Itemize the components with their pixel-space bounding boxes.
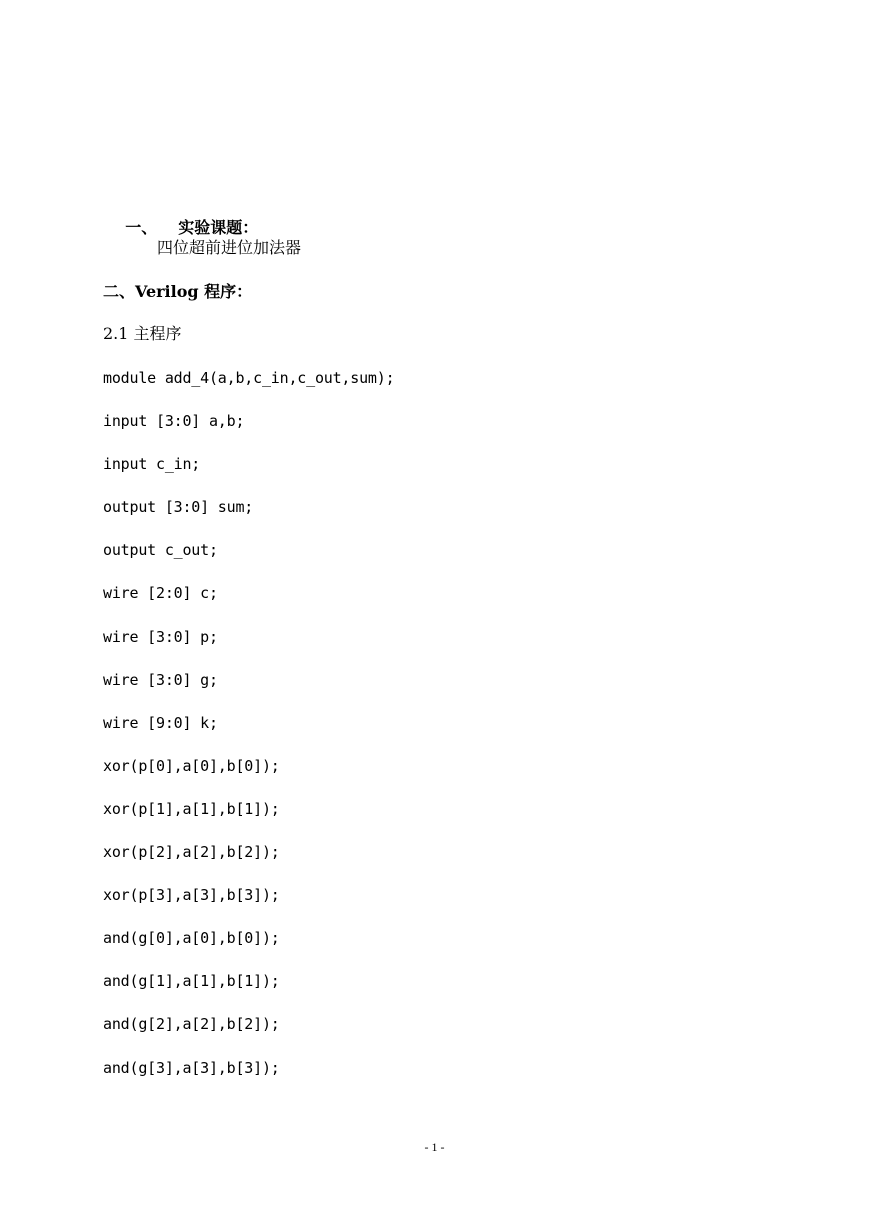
code-line: wire [3:0] g; xyxy=(103,670,218,689)
verilog-code-block xyxy=(103,367,394,1100)
page-number: - 1 - xyxy=(424,1140,445,1154)
code-line: xor(p[0],a[0],b[0]); xyxy=(103,756,280,775)
subsection-main-program: 2.1 主程序 xyxy=(103,324,182,343)
section-1-title: 实验课题： xyxy=(178,218,259,237)
experiment-topic: 四位超前进位加法器 xyxy=(157,238,302,257)
code-line: and(g[2],a[2],b[2]); xyxy=(103,1015,280,1034)
code-line: module add_4(a,b,c_in,c_out,sum); xyxy=(103,369,395,387)
code-line: output c_out; xyxy=(103,541,218,560)
section-2-heading: 二、Verilog 程序： xyxy=(103,282,253,301)
code-line: and(g[1],a[1],b[1]); xyxy=(103,972,280,991)
code-line: and(g[0],a[0],b[0]); xyxy=(103,929,280,948)
code-line: xor(p[1],a[1],b[1]); xyxy=(103,799,280,818)
code-line: xor(p[2],a[2],b[2]); xyxy=(103,843,280,862)
section-1-number: 一、 xyxy=(125,218,158,237)
code-line: wire [9:0] k; xyxy=(103,713,218,732)
code-line: input c_in; xyxy=(103,455,201,474)
code-line: and(g[3],a[3],b[3]); xyxy=(103,1058,280,1077)
code-line: output [3:0] sum; xyxy=(103,498,254,517)
code-line: input [3:0] a,b; xyxy=(103,412,245,431)
code-line: wire [3:0] p; xyxy=(103,627,218,646)
code-line: xor(p[3],a[3],b[3]); xyxy=(103,886,280,905)
code-line: wire [2:0] c; xyxy=(103,584,218,603)
